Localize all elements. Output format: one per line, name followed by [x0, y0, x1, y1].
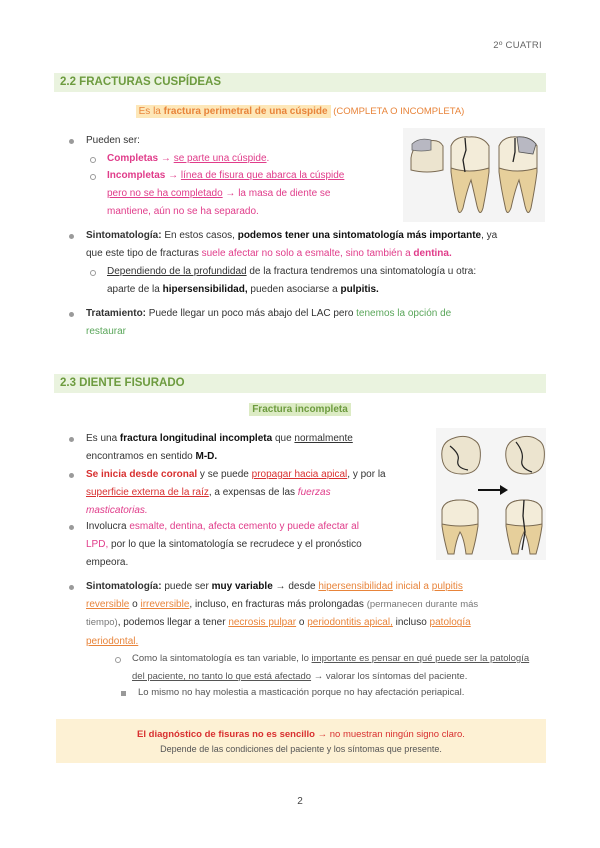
- note-line-2: Depende de las condiciones del paciente y los síntomas que presente.: [160, 744, 442, 754]
- sinto-sub1b: de la fractura tendremos una sintomatología u otra:: [246, 266, 477, 277]
- bullet-dot: [69, 473, 74, 478]
- bullet-intro: [86, 132, 140, 150]
- b4-l3g: patología: [429, 617, 471, 629]
- b1-a: Es una: [86, 433, 120, 444]
- b4-l3f: incluso: [392, 617, 430, 629]
- section-title-diente-fisurado: 2.3 DIENTE FISURADO: [54, 374, 546, 393]
- subtitle-fractura-incompleta: Fractura incompleta: [249, 403, 351, 416]
- completas-text: se parte una cúspide: [173, 153, 267, 164]
- b4-l2e: (permanecen durante más: [366, 599, 479, 611]
- b4-l4: periodontal.: [86, 635, 139, 647]
- sub-bullet-incompletas: [107, 167, 390, 222]
- incompletas-line3: mantiene, aún no se ha separado.: [107, 206, 259, 218]
- sinto-label: Sintomatología:: [86, 230, 162, 241]
- sub-bullet-completas: [107, 150, 269, 168]
- sub-bullet-circle: [90, 270, 96, 276]
- definition-pre: Es la: [138, 106, 164, 117]
- bullet-dot: [69, 525, 74, 530]
- sub-bullet-circle: [115, 657, 121, 663]
- incompletas-label: Incompletas: [107, 170, 166, 181]
- intro-text: Pueden ser:: [86, 135, 140, 146]
- b1-d: normalmente: [294, 433, 353, 444]
- sinto-t2b: dentina.: [413, 248, 452, 260]
- b4-l2b: o: [129, 599, 141, 611]
- sub1-a: Como la sintomatología es tan variable, lo: [132, 653, 312, 664]
- bullet-dot: [69, 234, 74, 239]
- b2-b: y se puede: [197, 469, 252, 480]
- completas-label: Completas: [107, 153, 159, 164]
- sub1-l2a: del paciente, no tanto lo que está afectado: [132, 671, 312, 683]
- b3-b: esmalte, dentina, afecta cemento y puede afectar al: [129, 521, 359, 532]
- sinto-t1: En estos casos,: [161, 230, 238, 241]
- b2-l3: masticatorias.: [86, 505, 148, 517]
- b4-e: inicial a: [392, 581, 432, 592]
- sub2-text: Lo mismo no hay molestia a masticación porque no hay afectación periapical.: [138, 687, 465, 698]
- trat-t1g: tenemos la opción de: [356, 308, 452, 319]
- sinto-sub2d: pulpitis.: [340, 284, 379, 296]
- b4-b: muy variable: [211, 581, 273, 592]
- b4-l2a: reversible: [86, 599, 130, 611]
- b1-b: fractura longitudinal incompleta: [119, 433, 273, 444]
- bullet-tratamiento: [86, 305, 546, 341]
- bullet-sintomatologia-1: [86, 227, 546, 263]
- b4-a: puede ser: [161, 581, 212, 592]
- header-tag: 2º CUATRI: [493, 40, 542, 51]
- b3-l3: empeora.: [86, 557, 129, 569]
- cracked-tooth-illustration: [436, 428, 546, 560]
- b4-d: hipersensibilidad: [318, 581, 393, 592]
- note-l1a: El diagnóstico de fisuras no es sencillo: [137, 729, 315, 740]
- incompletas-line1: línea de fisura que abarca la cúspide: [180, 170, 345, 181]
- sub-bullet-circle: [90, 174, 96, 180]
- bullet-involucra: [86, 518, 421, 573]
- incompletas-line2b: → la masa de diente se: [222, 188, 331, 200]
- b4-c: → desde: [272, 581, 319, 592]
- b3-a: Involucra: [86, 521, 130, 532]
- page-number: 2: [297, 796, 303, 807]
- sinto-t2: que este tipo de fracturas: [86, 248, 202, 260]
- sub-bullet-variable: [132, 650, 546, 686]
- b2-l2c: fuerzas: [297, 487, 331, 499]
- note-l1b: → no muestran ningún signo claro.: [314, 729, 465, 740]
- b2-l2b: , a expensas de las: [208, 487, 298, 499]
- bullet-sintomatologia-2: [86, 578, 546, 651]
- b1-c: que: [272, 433, 295, 444]
- sinto-t2r: suele afectar no solo a esmalte, sino también a: [201, 248, 414, 260]
- bullet-dot: [69, 312, 74, 317]
- b4-l2d: , incluso, en fracturas más prolongadas: [189, 599, 367, 611]
- definition-highlight: [136, 105, 331, 118]
- bullet-dot: [69, 585, 74, 590]
- incompletas-line2a: pero no se ha completado: [107, 188, 223, 200]
- b1-l2b: M-D.: [195, 451, 218, 463]
- bullet-dot: [69, 139, 74, 144]
- b4-l3d: o: [296, 617, 308, 629]
- b4-l3a: tiempo): [86, 617, 118, 629]
- b3-l2a: LPD,: [86, 539, 109, 551]
- bullet-dot: [69, 437, 74, 442]
- sub-bullet-circle: [90, 157, 96, 163]
- b4-f: pulpitis: [431, 581, 463, 592]
- sinto-t1b: podemos tener una sintomatología más importante: [237, 230, 482, 241]
- trat-t1: Puede llegar un poco más abajo del LAC pero: [146, 308, 357, 319]
- b2-c: propagar hacia apical: [251, 469, 348, 480]
- b4-l3b: , podemos llegar a tener: [117, 617, 229, 629]
- completas-end: .: [266, 153, 270, 164]
- section-title-fracturas-cuspideas: 2.2 FRACTURAS CUSPÍDEAS: [54, 73, 546, 92]
- definition-bold: fractura perimetral de una cúspide: [163, 106, 328, 117]
- sinto-sub2a: aparte de la: [107, 284, 163, 296]
- bullet-fractura-longitudinal: [86, 430, 421, 466]
- b4-l2c: irreversible: [140, 599, 190, 611]
- b2-d: , y por la: [347, 469, 386, 480]
- subtitle-line: [54, 404, 546, 415]
- definition-line: [54, 106, 546, 117]
- trat-label: Tratamiento:: [86, 308, 147, 319]
- trat-t2g: restaurar: [86, 326, 127, 338]
- sub1-l2b: → valorar los síntomas del paciente.: [311, 671, 468, 683]
- b2-l2a: superficie externa de la raíz: [86, 487, 209, 499]
- sub-sub-bullet-molestia: [138, 684, 538, 702]
- completas-arrow: →: [158, 153, 174, 164]
- b4-label: Sintomatología:: [86, 581, 162, 592]
- sub-bullet-profundidad: [107, 263, 546, 299]
- sub-sub-bullet-square: [121, 691, 126, 696]
- sinto-sub2c: pueden asociarse a: [247, 284, 341, 296]
- b2-a: Se inicia desde coronal: [86, 469, 198, 480]
- incompletas-arrow: →: [165, 170, 181, 181]
- b4-l3e: periodontitis apical,: [307, 617, 393, 629]
- sinto-t1c: , ya: [481, 230, 498, 241]
- definition-post: (COMPLETA O INCOMPLETA): [330, 106, 465, 117]
- bullet-inicio-coronal: [86, 466, 421, 521]
- b4-l3c: necrosis pulpar: [228, 617, 297, 629]
- cusp-fracture-illustration: [403, 128, 545, 222]
- sinto-sub2b: hipersensibilidad,: [162, 284, 248, 296]
- b3-l2b: por lo que la sintomatología se recrudece y el pronóstico: [108, 539, 362, 551]
- sub1-b: importante es pensar en qué puede ser la patología: [311, 653, 530, 664]
- b1-l2: encontramos en sentido: [86, 451, 196, 463]
- diagnosis-note-box: [56, 719, 546, 763]
- sinto-sub1a: Dependiendo de la profundidad: [107, 266, 247, 277]
- note-line-1: [56, 727, 546, 742]
